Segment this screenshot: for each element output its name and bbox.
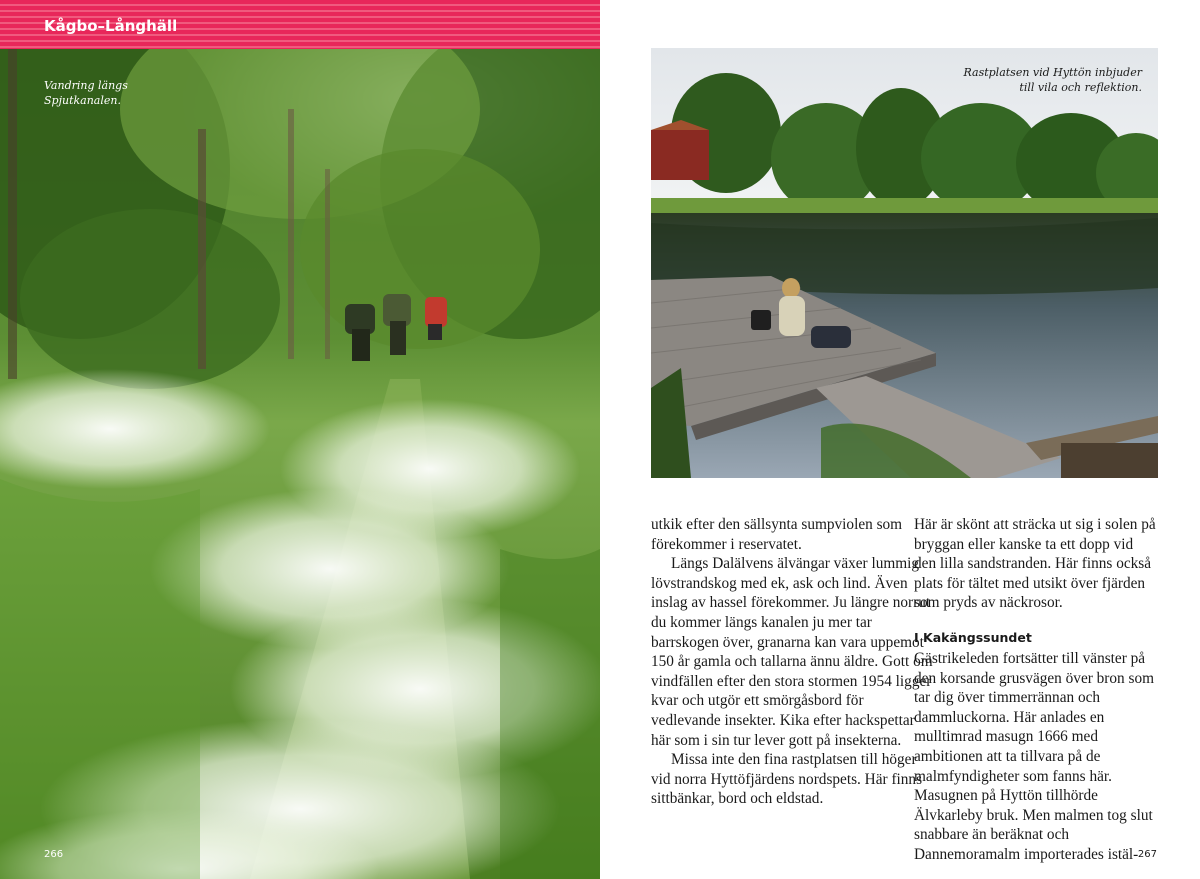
right-photo-caption	[922, 65, 1142, 95]
right-caption-line2: till vila och reflektion.	[1019, 81, 1142, 94]
column2-paragraph-2: Gästrikeleden fortsätter till vänster på den korsande grusvägen över bron som tar dig över timmerrännan och dammluckorna. Här anlades en mulltimrad masugn 1666 med ambitionen att ta tillvara på de malmfyndigheter som fanns här. Masugnen på Hyttön tillhörde Älvkarleby bruk. Men malmen tog slut snabbare än beräknat och Dannemoramalm importerades istäl-	[914, 649, 1155, 863]
column1-paragraph-2: Längs Dalälvens älvängar växer lummig lövstrandskog med ek, ask och lind. Även inslag av hassel förekommer. Ju längre norrut du kommer längs kanalen ju mer tar barrskogen över, granarna kan vara uppemot 150 år gamla och tallarna ännu äldre. Gott om vindfällen efter den stora stormen 1954 ligger kvar och utgör ett smörgåsbord för vedlevande insekter. Kika efter hackspettar här som i sin tur lever gott på insekterna.	[651, 555, 933, 749]
column2-paragraph-1: Här är skönt att sträcka ut sig i solen på bryggan eller kanske ta ett dopp vid den lilla sandstranden. Här finns också plats för tältet med utsikt över fjärden som pryds av näckrosor.	[914, 516, 1156, 612]
chapter-title: Kågbo–Långhäll	[44, 17, 178, 35]
text-column-1	[651, 515, 933, 809]
jetty-lake-illustration	[651, 48, 1158, 478]
section-subheading: I Kakängssundet	[914, 629, 1032, 645]
page-number-right: 267	[1137, 849, 1157, 860]
hiking-trail-illustration	[0, 49, 600, 879]
jetty-lake-photo	[651, 48, 1158, 478]
hiking-trail-photo	[0, 49, 600, 879]
right-caption-line1: Rastplatsen vid Hyttön inbjuder	[963, 66, 1142, 79]
left-caption-line2: Spjutkanalen.	[44, 94, 121, 107]
column1-paragraph-3: Missa inte den fina rastplatsen till höger vid norra Hyttöfjärdens nordspets. Här finns sittbänkar, bord och eldstad.	[651, 751, 923, 808]
column1-paragraph-1: utkik efter den sällsynta sumpviolen som förekommer i reservatet.	[651, 516, 903, 553]
left-caption-line1: Vandring längs	[44, 79, 128, 92]
page-number-left: 266	[44, 849, 64, 860]
text-column-2	[914, 515, 1159, 865]
right-page	[600, 0, 1200, 879]
left-photo-caption	[44, 78, 194, 108]
chapter-header-band	[0, 0, 600, 49]
